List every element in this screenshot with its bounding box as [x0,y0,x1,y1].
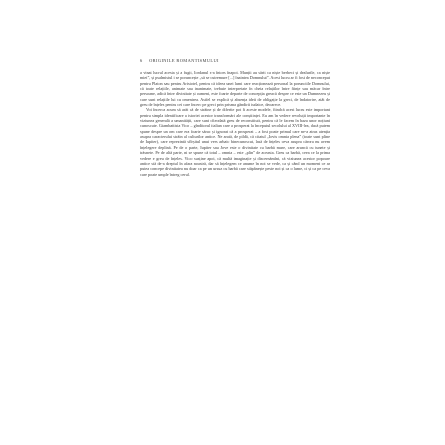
paragraph: Voi încerca acum să arăt că de străine și de diferite pot fi aceste modele, fiindcă acest lucru este important pentru simpla identificare a istoriei acestor transformări ale conștiinței. Eu am în vedere revoluții importante în viziunea generală a umanității, care sunt cîteodată greu de reconstituit, pentru că le facem în baza unor noțiuni cunoscute. Giambattista Vico – gînditorul italian care a prosperat la începutul secolului al XVIII-lea, dacă putem spune despre un om care era foarte sărac și ignorat că a prosperat – a fost poate primul care ne-a atras atenția asupra caracterului străin al culturilor antice. Ne arată, de pildă, că citatul „Iovis omnia plena” (toate sunt pline de Iupiter), care reprezintă sfîrșitul unui vers arhaic binecunoscut, lasă de înțeles ceva asupra cărora nu avem înțelegere deplină. Pe de o parte, Iupiter sau Jove este o divinitate cu barbă mare, care aruncă cu tunete și trăsnete. Pe de altă parte, ni se spune că totul – omnia – este „plin” de aceasta. Greu ca barbă, ceea ce la prima vedere e greu de înțeles. Vico susține apoi, că multă imaginație și discernămînt, că viziunea acestor popoare antice stă de-a dreptul în afara noastră, dar să înțelegem ce anume în noi se vede, ca și când un moment ce ar putea concepe divinitatea nu doar ca pe un ursuz cu barbă care stăpânește peste noi și ca o lume, ci și ca pe ceva care poate umple întreg cerul. [140,107,330,177]
body-text [140,70,330,177]
running-title: ORIGINILE ROMANTISMULUI [149,58,219,63]
running-header [140,58,330,66]
paragraph: a vinat lucrul acesta și a fugit, Iordanul s-a întors înapoi. Munții au sărit ca niște berbeci și dealurile, ca niște miei”, și psalmistul i se poruncește „să se cutremure [...] înaintea Domnului”. Acest lucru ar fi fost de neconceput pentru Platon sau pentru Aristotel, pentru că ideea unei lumi care reacționează personal la porunciile Domnului, că toate relațiile, animate sau inanimate, trebuie interpretate în cheia relațiilor între ființe sau măcar între persoane, adică între divinitate și oameni, este foarte departe de concepția greacă despre ce este un Dumnezeu și care sunt relațiile lui cu omenirea. Astfel se explică și absența ideii de obligație la greci, de îndatorire, atât de greu de înțeles pentru cei care încerc pe greci prin prisma gândirii iudaice, deoarece. [140,70,330,108]
page-number: 6 [140,58,143,63]
book-page [140,58,330,388]
